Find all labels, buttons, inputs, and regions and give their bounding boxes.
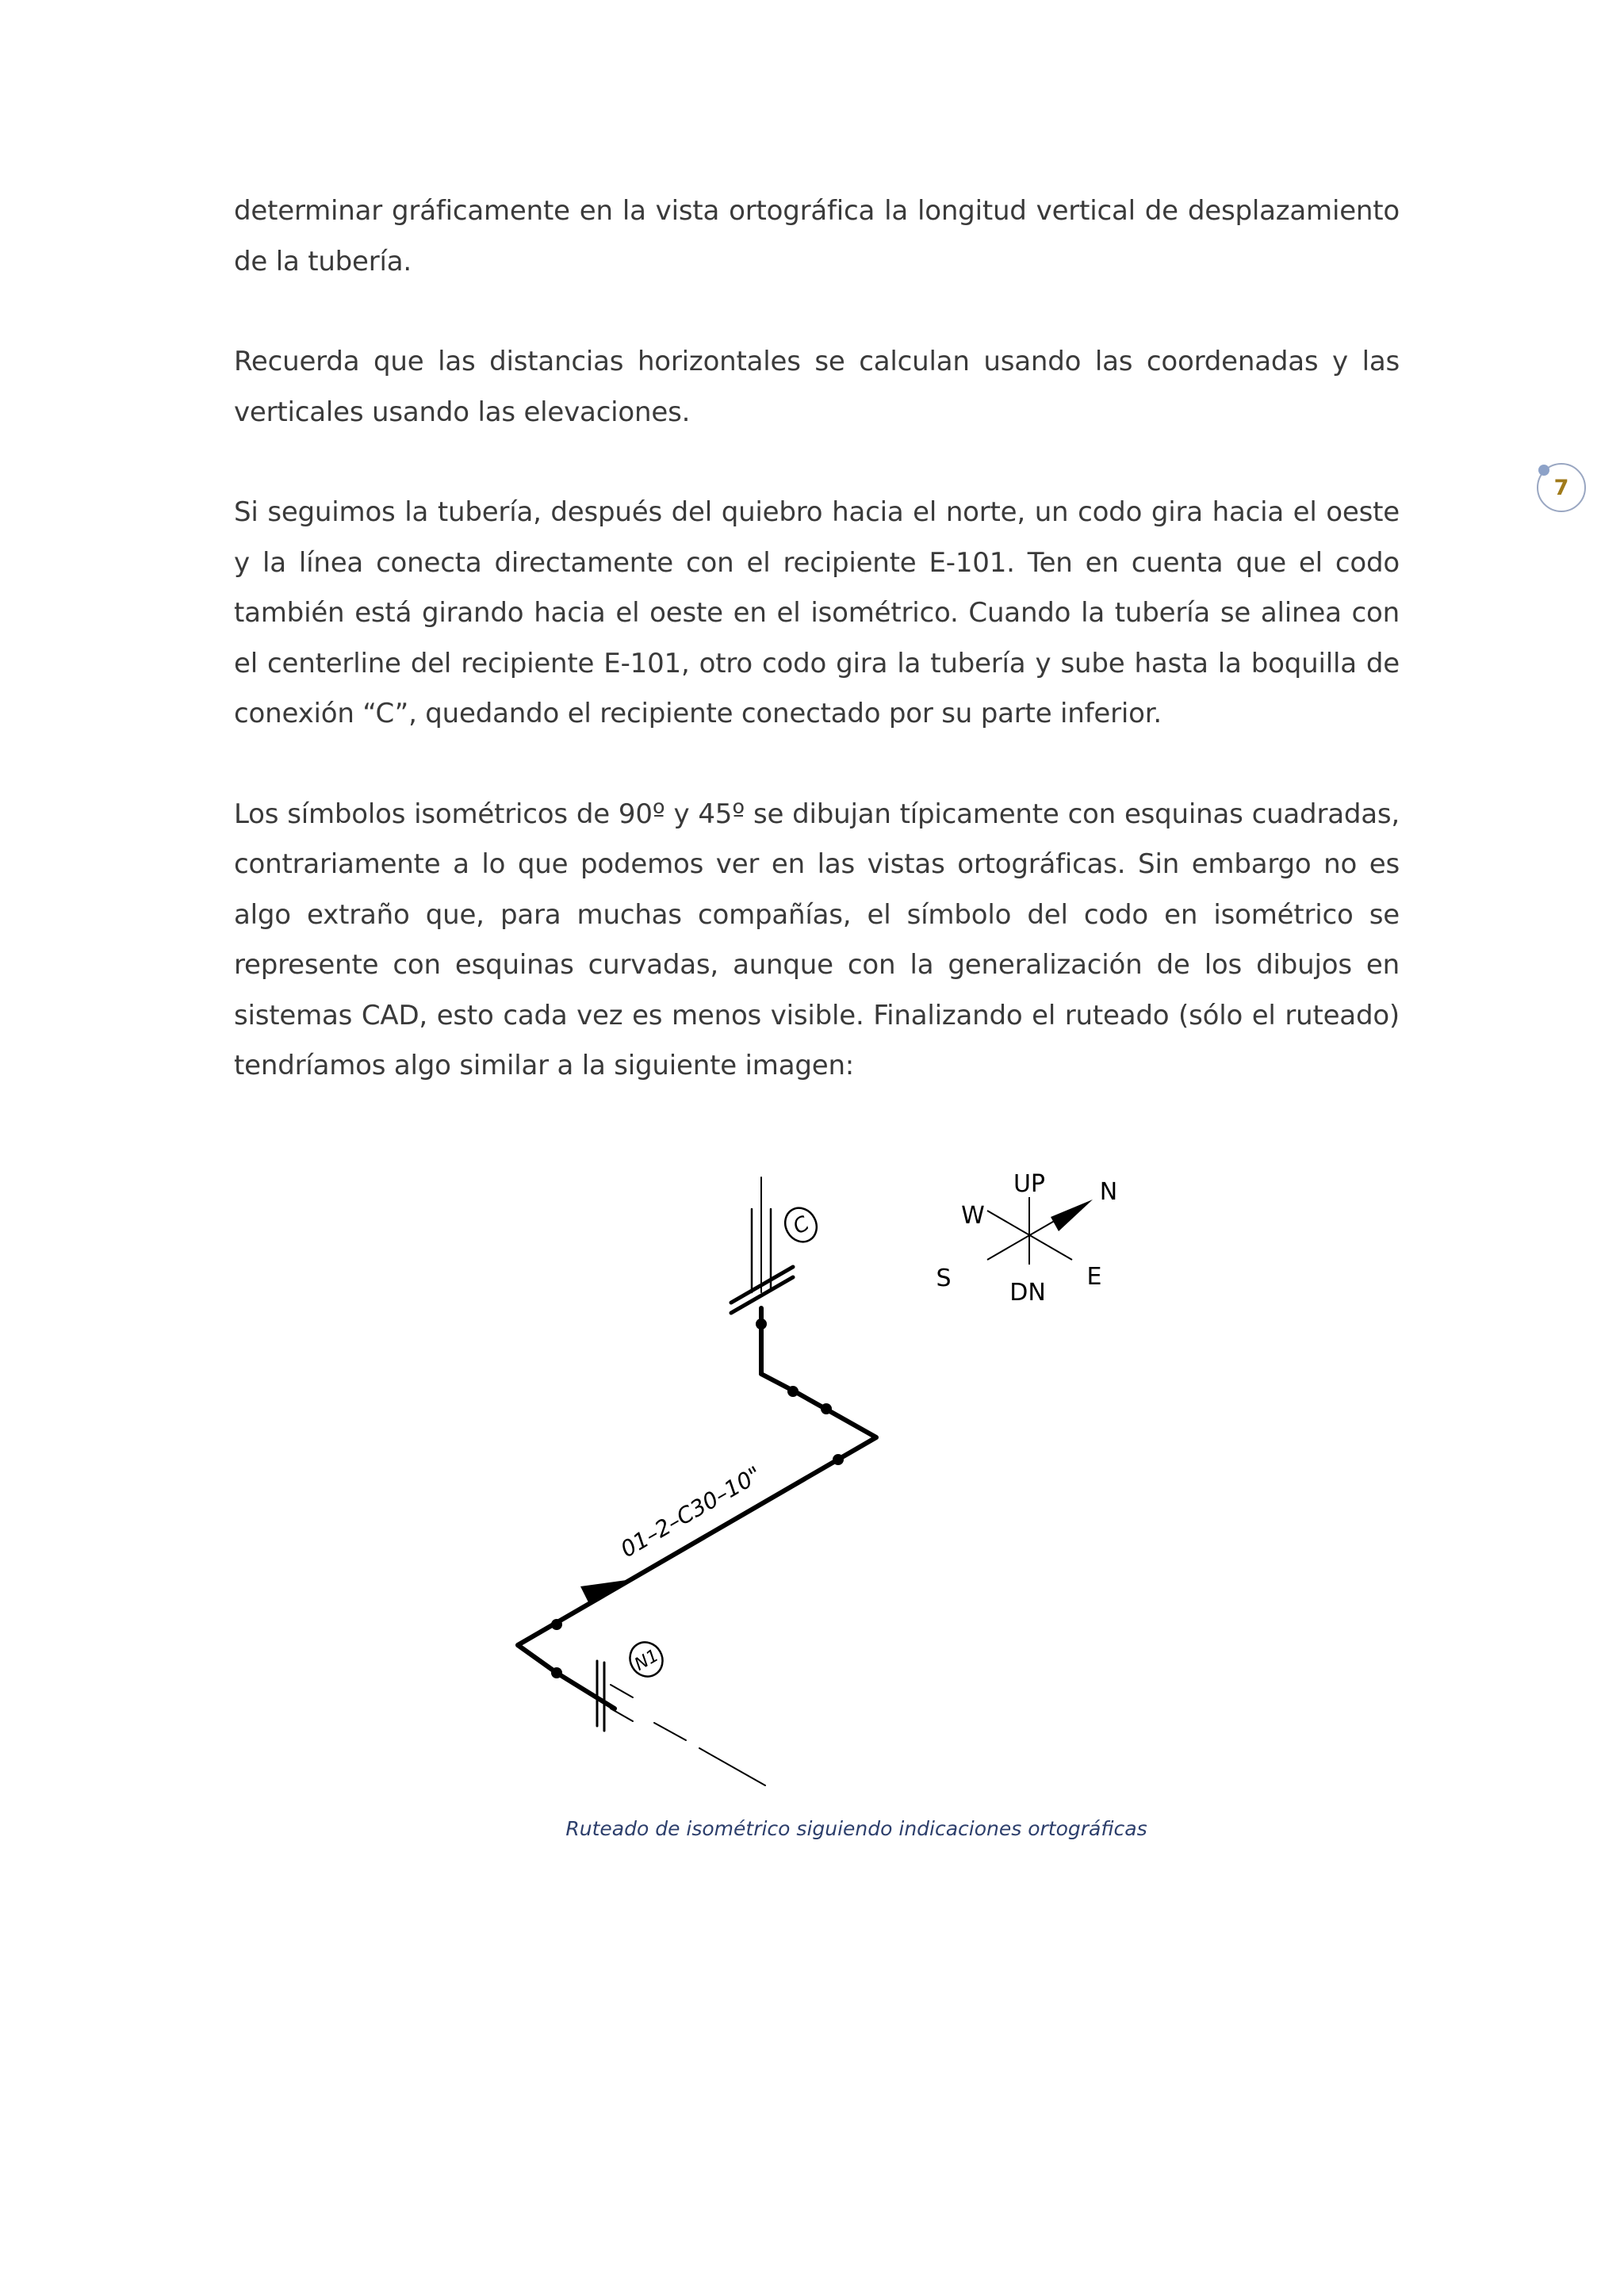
figure-caption: Ruteado de isométrico siguiendo indicaciones ortográficas <box>565 1817 1147 1840</box>
compass-south-label: S <box>936 1265 952 1292</box>
badge-dot-icon <box>1538 465 1549 476</box>
paragraph-2: Recuerda que las distancias horizontales se calculan usando las coordenadas y las verticales usando las elevaciones. <box>234 346 1400 428</box>
compass-rose <box>936 1170 1117 1307</box>
weld-point <box>551 1667 562 1678</box>
paragraph-3: Si seguimos la tubería, después del quiebro hacia el norte, un codo gira hacia el oeste y la línea conecta directamente con el recipiente E-101. Ten en cuenta que el codo también está girando hacia el oeste en el isométrico. Cuando la tubería se alinea con el centerline del recipiente E-101, otro codo gira la tubería y sube hasta la boquilla de conexión “C”, quedando el recipiente conectado por su parte inferior. <box>234 496 1400 729</box>
weld-point <box>756 1318 767 1330</box>
compass-down-label: DN <box>1009 1279 1046 1307</box>
line-number-label: 01–2–C30–10" <box>616 1460 766 1563</box>
compass-east-label: E <box>1086 1263 1102 1291</box>
compass-north-label: N <box>1099 1178 1118 1206</box>
weld-point <box>551 1619 562 1630</box>
compass-west-label: W <box>961 1202 985 1230</box>
weld-point <box>821 1403 832 1414</box>
vessel-line-2 <box>611 1709 633 1721</box>
compass-up-label: UP <box>1013 1170 1046 1198</box>
body-text <box>234 186 1400 1142</box>
page-number: 7 <box>1553 475 1569 500</box>
paragraph-4: Los símbolos isométricos de 90º y 45º se dibujan típicamente con esquinas cuadradas, contrariamente a lo que podemos ver en las vistas ortográficas. Sin embargo no es algo extraño que, para muchas compañías, el símbolo del codo en isométrico se represente con esquinas curvadas, aunque con la generalización de los dibujos en sistemas CAD, esto cada vez es menos visible. Finalizando el ruteado (sólo el ruteado) tendríamos algo similar a la siguiente imagen: <box>234 798 1400 1081</box>
paragraph-1: determinar gráficamente en la vista ortográfica la longitud vertical de desplazamiento de la tubería. <box>234 195 1400 277</box>
north-arrow-icon <box>1051 1200 1093 1231</box>
nozzle-c-label: C <box>789 1211 814 1240</box>
weld-point <box>833 1454 844 1465</box>
weld-point <box>787 1386 799 1397</box>
dash-2 <box>699 1748 765 1785</box>
nozzle-n1-label: N1 <box>631 1645 663 1675</box>
isometric-drawing <box>492 1161 1166 1812</box>
compass-south-north-line <box>987 1216 1063 1260</box>
isometric-figure <box>492 1161 1166 1812</box>
flow-arrow-icon <box>580 1580 626 1602</box>
vessel-line-1 <box>611 1685 633 1697</box>
dash-1 <box>654 1723 686 1740</box>
